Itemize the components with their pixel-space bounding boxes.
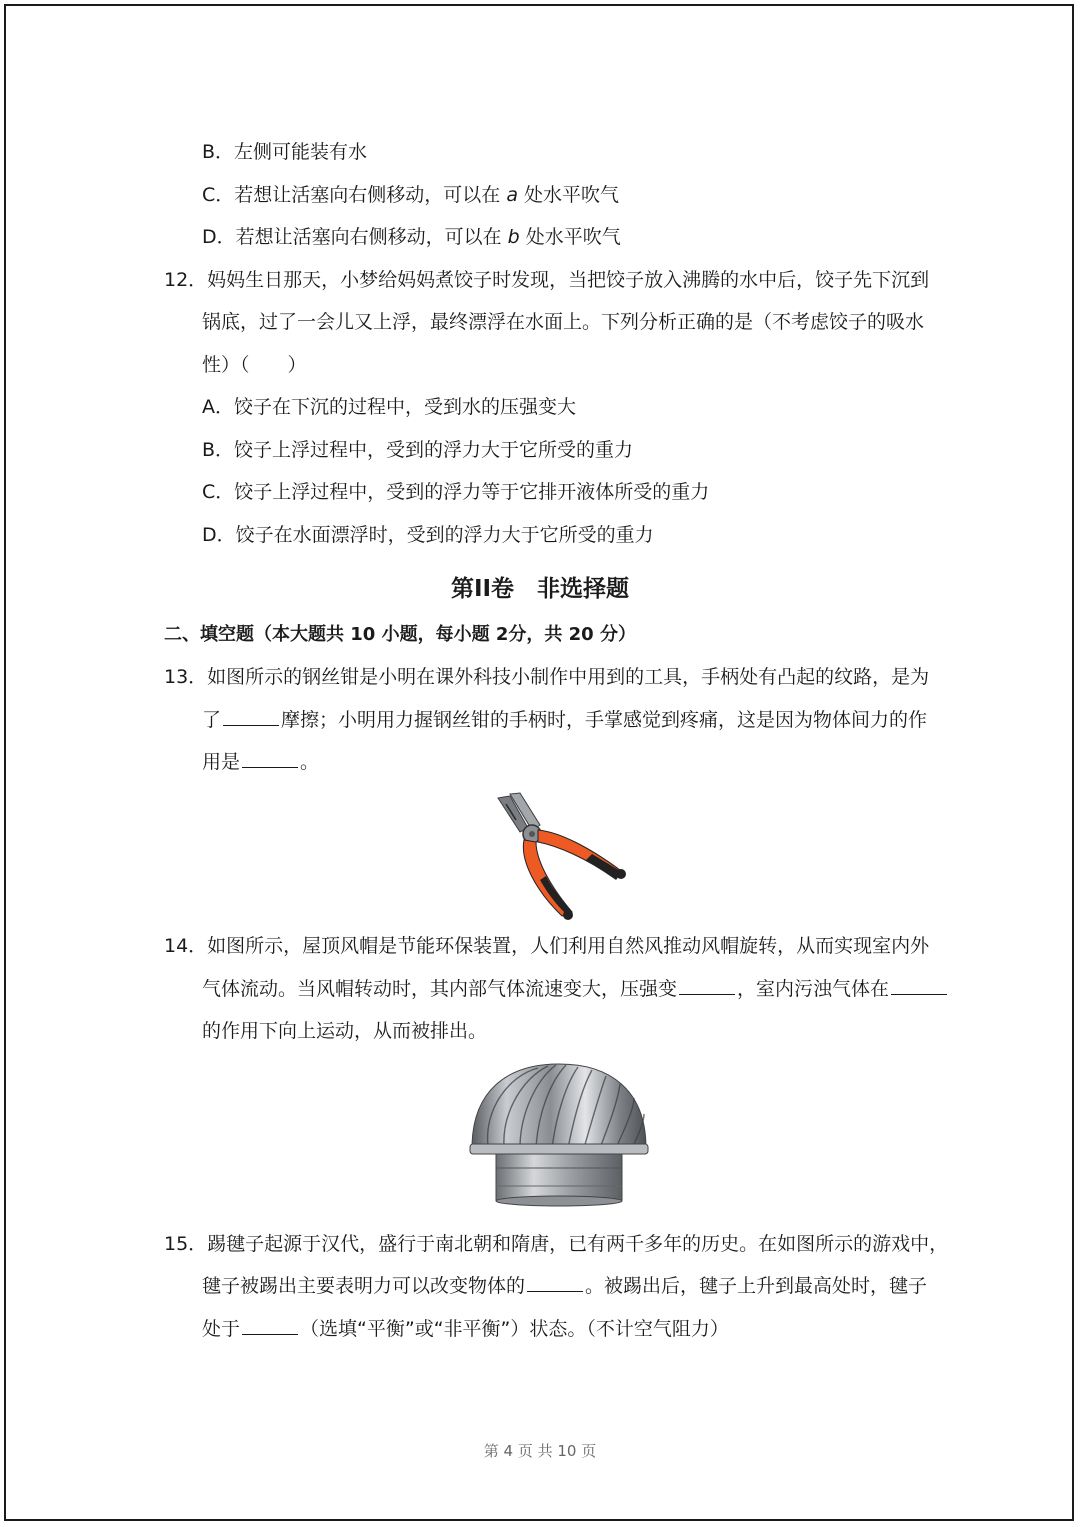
pliers-figure: [480, 790, 640, 925]
q12-option-c: C．饺子上浮过程中，受到的浮力等于它排开液体所受的重力: [202, 481, 710, 503]
q11-option-d: D．若想让活塞向右侧移动，可以在 b 处水平吹气: [202, 226, 621, 248]
q14-blank-2[interactable]: [891, 976, 947, 995]
q11-option-b: B．左侧可能装有水: [202, 141, 368, 163]
q11-option-c: C．若想让活塞向右侧移动，可以在 a 处水平吹气: [202, 184, 620, 206]
part-title: 第II卷 非选择题: [450, 576, 630, 602]
q14-stem-line3: 的作用下向上运动，从而被排出。: [202, 1020, 488, 1042]
q12-option-b: B．饺子上浮过程中，受到的浮力大于它所受的重力: [202, 439, 634, 461]
q14-stem-line1: 14．如图所示，屋顶风帽是节能环保装置，人们利用自然风推动风帽旋转，从而实现室内外: [164, 935, 930, 957]
page-number-footer: 第 4 页 共 10 页: [483, 1442, 597, 1460]
q15-blank-2[interactable]: [242, 1316, 298, 1335]
q13-stem-line2: 了 摩擦；小明用力握钢丝钳的手柄时，手掌感觉到疼痛，这是因为物体间力的作: [202, 709, 928, 731]
q13-blank-2[interactable]: [242, 749, 298, 768]
q15-stem-line3: 处于 （选填“平衡”或“非平衡”）状态。（不计空气阻力）: [202, 1318, 729, 1340]
q13-stem-line3: 用是 。: [202, 751, 320, 773]
q12-stem-line2: 锅底，过了一会儿又上浮，最终漂浮在水面上。下列分析正确的是（不考虑饺子的吸水: [202, 311, 925, 333]
q15-stem-line1: 15．踢毽子起源于汉代，盛行于南北朝和隋唐，已有两千多年的历史。在如图所示的游戏中，: [164, 1233, 949, 1255]
section-title: 二、填空题（本大题共 10 小题，每小题 2分，共 20 分）: [164, 624, 636, 645]
q12-option-d: D．饺子在水面漂浮时，受到的浮力大于它所受的重力: [202, 524, 654, 546]
q15-blank-1[interactable]: [527, 1273, 583, 1292]
q13-stem-line1: 13．如图所示的钢丝钳是小明在课外科技小制作中用到的工具，手柄处有凸起的纹路，是为: [164, 666, 930, 688]
q13-blank-1[interactable]: [223, 707, 279, 726]
q12-stem-line3: 性）（ ）: [202, 354, 307, 376]
q14-blank-1[interactable]: [679, 976, 735, 995]
roof-ventilator-figure: [468, 1060, 650, 1210]
q15-stem-line2: 毽子被踢出主要表明力可以改变物体的 。被踢出后，毽子上升到最高处时，毽子: [202, 1275, 928, 1297]
q12-option-a: A．饺子在下沉的过程中，受到水的压强变大: [202, 396, 576, 418]
q14-stem-line2: 气体流动。当风帽转动时，其内部气体流速变大，压强变 ，室内污浊气体在: [202, 975, 949, 1003]
q12-stem-line1: 12．妈妈生日那天，小梦给妈妈煮饺子时发现，当把饺子放入沸腾的水中后，饺子先下沉到: [164, 269, 930, 291]
